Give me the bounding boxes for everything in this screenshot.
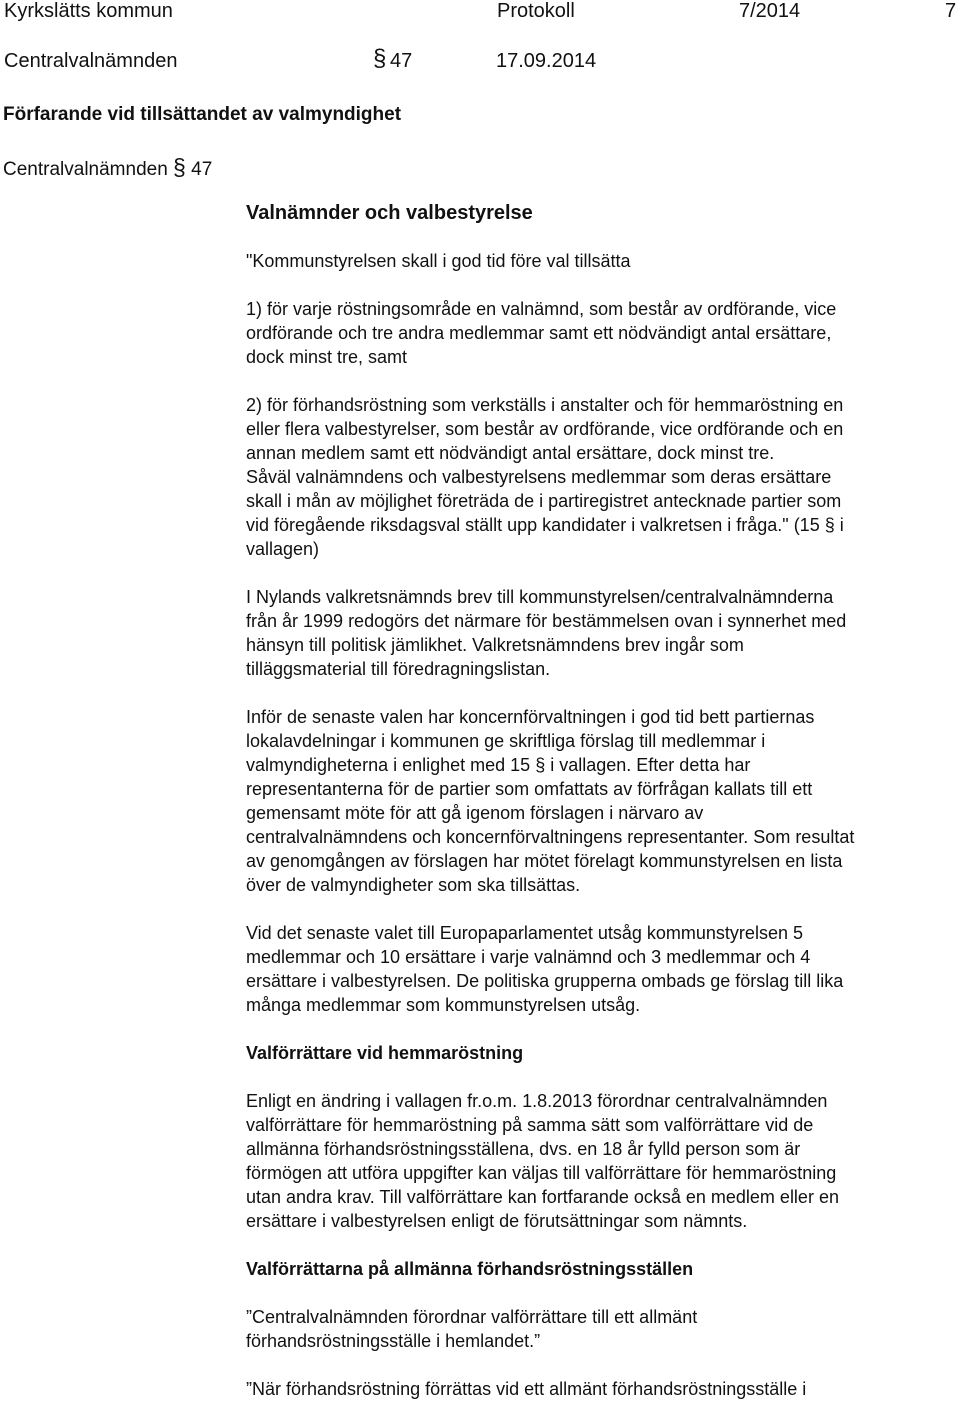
heading-hemmarostning: Valförrättare vid hemmaröstning xyxy=(246,1043,524,1063)
section-sign-icon: § xyxy=(824,515,835,535)
text-line: ersättare i valbestyrelsen enligt de förutsättningar som nämnts. xyxy=(246,1211,748,1231)
text-line: ”Centralvalnämnden förordnar valförrättare till ett allmänt xyxy=(246,1307,698,1327)
page-number: 7 xyxy=(945,0,957,22)
text-line: ordförande och tre andra medlemmar samt ett nödvändigt antal ersättare, xyxy=(246,323,832,343)
text-line: utan andra krav. Till valförrättare kan fortfarande också en medlem eller en xyxy=(246,1187,839,1207)
paragraph-senaste-valen xyxy=(246,705,946,897)
text-fragment: vid föregående riksdagsval ställt upp kandidater i valkretsen i fråga." (15 xyxy=(246,515,820,535)
heading-valnamnder: Valnämnder och valbestyrelse xyxy=(246,202,533,224)
doc-type: Protokoll xyxy=(497,0,575,22)
paragraph-andring-vallagen xyxy=(246,1089,946,1233)
paragraph-quote-forrattas xyxy=(246,1377,946,1401)
subtitle-committee: Centralvalnämnden xyxy=(3,159,168,180)
text-line: allmänna förhandsröstningsställena, dvs. en 18 år fylld person som är xyxy=(246,1139,801,1159)
text-line: vallagen) xyxy=(246,539,320,559)
text-line: gemensamt möte för att gå igenom förslagen i närvaro av xyxy=(246,803,704,823)
text-line: ersättare i valbestyrelsen. De politiska grupperna ombads ge förslag till lika xyxy=(246,971,844,991)
text-fragment: i xyxy=(839,515,844,535)
paragraph-quote-forordnar xyxy=(246,1305,946,1353)
text-fragment: valmyndigheterna i enlighet med 15 xyxy=(246,755,531,775)
text-line xyxy=(246,753,946,777)
text-line: Inför de senaste valen har koncernförvaltningen i god tid bett partiernas xyxy=(246,707,815,727)
paragraph-item-1 xyxy=(246,297,946,369)
text-line: tilläggsmaterial till föredragningslistan. xyxy=(246,659,551,679)
text-line: I Nylands valkretsnämnds brev till kommunstyrelsen/centralvalnämnderna xyxy=(246,587,834,607)
text-line: lokalavdelningar i kommunen ge skriftliga förslag till medlemmar i xyxy=(246,731,766,751)
committee-name: Centralvalnämnden xyxy=(4,50,178,72)
text-line: förmögen att utföra uppgifter kan väljas till valförrättare för hemmaröstning xyxy=(246,1163,837,1183)
text-line: hänsyn till politisk jämlikhet. Valkretsnämndens brev ingår som xyxy=(246,635,744,655)
text-line: 2) för förhandsröstning som verkställs i anstalter och för hemmaröstning en xyxy=(246,395,844,415)
text-line: av genomgången av förslagen har mötet förelagt kommunstyrelsen en lista xyxy=(246,851,843,871)
text-line: Såväl valnämndens och valbestyrelsens medlemmar som deras ersättare xyxy=(246,467,832,487)
page-title: Förfarande vid tillsättandet av valmyndighet xyxy=(3,104,402,125)
heading-forhandsrostningsstallen: Valförrättarna på allmänna förhandsröstningsställen xyxy=(246,1259,694,1279)
text-line: Vid det senaste valet till Europaparlamentet utsåg kommunstyrelsen 5 xyxy=(246,923,803,943)
text-line: över de valmyndigheter som ska tillsättas. xyxy=(246,875,581,895)
text-line: skall i mån av möjlighet företräda de i partiregistret antecknade partier som xyxy=(246,491,842,511)
text-line: eller flera valbestyrelser, som består av ordförande, vice ordförande och en xyxy=(246,419,844,439)
text-line: från år 1999 redogörs det närmare för bestämmelsen ovan i synnerhet med xyxy=(246,611,847,631)
meeting-date: 17.09.2014 xyxy=(496,50,597,72)
paragraph-item-2 xyxy=(246,393,946,465)
section-number: 47 xyxy=(390,50,413,72)
text-line: förhandsröstningsställe i hemlandet.” xyxy=(246,1331,541,1351)
text-line: annan medlem samt ett nödvändigt antal ersättare, dock minst tre. xyxy=(246,443,775,463)
text-line: centralvalnämndens och koncernförvaltningens representanter. Som resultat xyxy=(246,827,855,847)
text-line xyxy=(246,513,946,537)
body-column xyxy=(246,201,946,1425)
text-line: Enligt en ändring i vallagen fr.o.m. 1.8.2013 förordnar centralvalnämnden xyxy=(246,1091,828,1111)
section-sign-icon: § xyxy=(535,755,546,775)
text-fragment: i vallagen. Efter detta har xyxy=(550,755,751,775)
page-subtitle xyxy=(3,154,212,181)
text-line: dock minst tre, samt xyxy=(246,347,408,367)
text-line: valförrättare för hemmaröstning på samma sätt som valförrättare vid de xyxy=(246,1115,814,1135)
text-line: medlemmar och 10 ersättare i varje valnämnd och 3 medlemmar och 4 xyxy=(246,947,811,967)
paragraph-valkretsnamnd xyxy=(246,585,946,681)
paragraph-quote-intro xyxy=(246,249,946,273)
section-sign-icon: § xyxy=(373,45,387,72)
paragraph-representation xyxy=(246,465,946,561)
text-line: många medlemmar som kommunstyrelsen utsåg. xyxy=(246,995,641,1015)
text-line: 1) för varje röstningsområde en valnämnd, som består av ordförande, vice xyxy=(246,299,837,319)
subtitle-section-number: 47 xyxy=(191,159,213,180)
text-line: representanterna för de partier som omfattats av förfrågan kallats till ett xyxy=(246,779,813,799)
paragraph-europaparlamentet xyxy=(246,921,946,1017)
municipality-name: Kyrkslätts kommun xyxy=(4,0,173,22)
text-line: ”När förhandsröstning förrättas vid ett allmänt förhandsröstningsställe i xyxy=(246,1379,807,1399)
protocol-number: 7/2014 xyxy=(739,0,801,22)
text-line: "Kommunstyrelsen skall i god tid före val tillsätta xyxy=(246,251,631,271)
section-sign-icon: § xyxy=(173,154,186,180)
